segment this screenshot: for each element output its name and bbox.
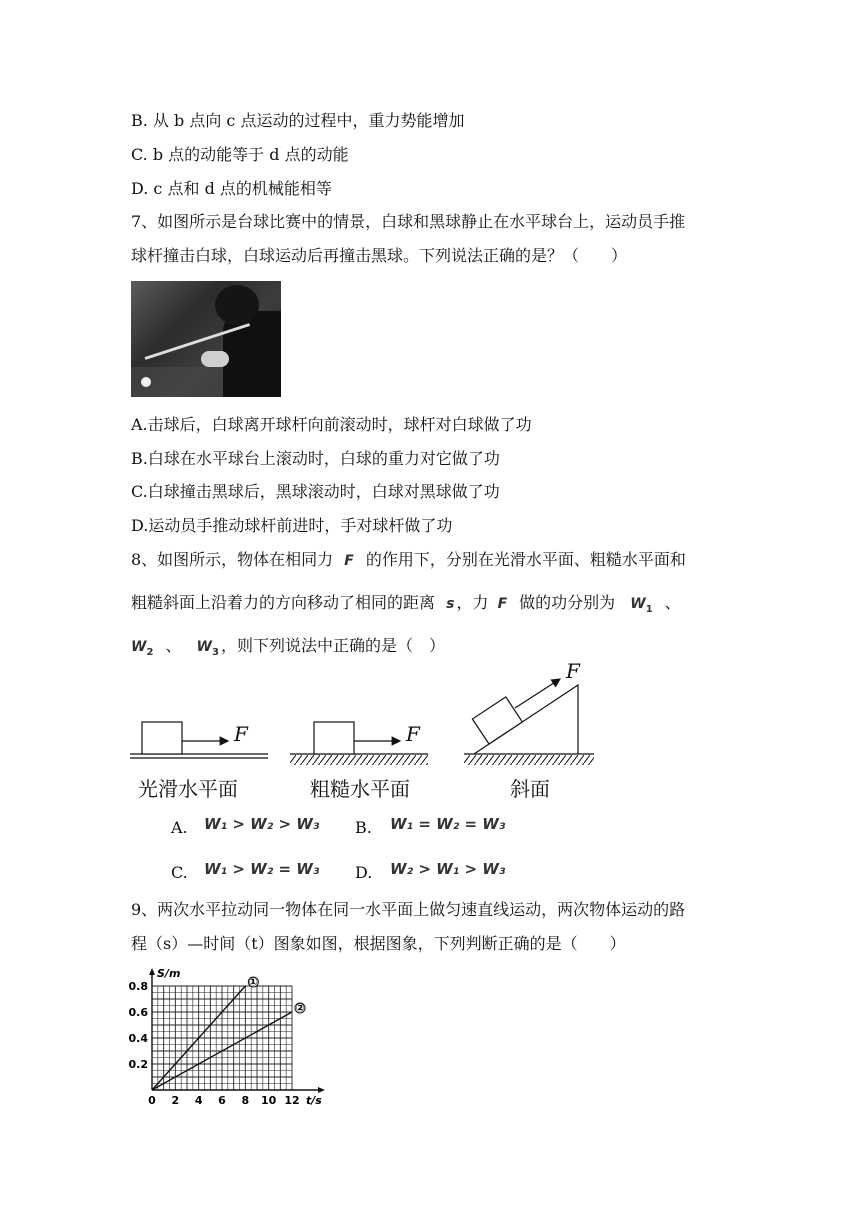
block-incline: [472, 697, 522, 744]
q7-stem-line2: 球杆撞击白球，白球运动后再撞击黑球。下列说法正确的是？（ ）: [131, 246, 628, 265]
x-axis-arrow: [318, 1087, 325, 1093]
block-smooth: [142, 722, 182, 754]
q8-figure: [128, 659, 608, 811]
block-rough: [314, 722, 354, 754]
q6-option-c: C. b 点的动能等于 d 点的动能: [131, 145, 349, 164]
q7-option-d: D.运动员手推动球杆前进时，手对球杆做了功: [131, 516, 453, 535]
x-tick-label: 2: [171, 1094, 180, 1107]
y-tick-label: 0.8: [128, 980, 148, 993]
q8-option-a: W₁ > W₂ > W₃: [204, 815, 320, 833]
x-tick-label: 8: [241, 1094, 250, 1107]
x-tick-label: 6: [218, 1094, 226, 1107]
q6-option-d: D. c 点和 d 点的机械能相等: [131, 179, 332, 198]
billiards-photo: [131, 281, 281, 397]
q9-stem-line2: 程（s）—时间（t）图象如图，根据图象，下列判断正确的是（ ）: [131, 934, 626, 953]
q8-stem-line1: 8、如图所示，物体在相同力 F 的作用下，分别在光滑水平面、粗糙水平面和: [131, 550, 686, 569]
x-tick-label: 4: [194, 1094, 203, 1107]
q8-stem-line2: 粗糙斜面上沿着力的方向移动了相同的距离 s ，力 F 做的功分别为 $W_1$ 、: [131, 593, 681, 615]
q8-option-d-label: D.: [355, 863, 373, 882]
st-chart: [128, 967, 328, 1117]
label-incline: 斜面: [510, 777, 550, 801]
q8-option-b-label: B.: [355, 818, 372, 837]
series-label-2: ②: [295, 1001, 305, 1015]
q8-option-c-label: C.: [171, 863, 188, 882]
x-axis-label: t/s: [306, 1094, 322, 1107]
y-tick-label: 0.2: [128, 1058, 148, 1071]
q7-stem-line1: 7、如图所示是台球比赛中的情景，白球和黑球静止在水平球台上，运动员手推: [131, 212, 686, 231]
x-tick-label: 0: [148, 1094, 156, 1107]
q7-option-b: B.白球在水平球台上滚动时，白球的重力对它做了功: [131, 449, 500, 468]
label-smooth-surface: 光滑水平面: [138, 777, 238, 801]
q8-option-a-label: A.: [171, 818, 188, 837]
force-label-2: F: [406, 722, 420, 746]
force-symbol: F: [344, 553, 354, 569]
y-tick-label: 0.6: [128, 1006, 148, 1019]
work-w2: $W_2$: [131, 639, 154, 658]
y-axis-arrow: [149, 968, 155, 975]
q8-option-d: W₂ > W₁ > W₃: [390, 860, 506, 878]
label-rough-surface: 粗糙水平面: [310, 777, 410, 801]
x-tick-label: 12: [284, 1094, 300, 1107]
x-tick-label: 10: [261, 1094, 277, 1107]
q8-stem-line3: $W_2$ 、 $W_3$ ，则下列说法中正确的是（ ）: [131, 636, 445, 658]
force-label-3: F: [566, 659, 580, 683]
q9-stem-line1: 9、两次水平拉动同一物体在同一水平面上做匀速直线运动，两次物体运动的路: [131, 900, 686, 919]
y-axis-label: S/m: [157, 967, 181, 980]
q6-option-b: B. 从 b 点向 c 点运动的过程中，重力势能增加: [131, 111, 465, 130]
work-w3: $W_3$: [196, 639, 219, 658]
work-w1: $W_1$: [630, 596, 653, 615]
q8-option-b: W₁ = W₂ = W₃: [390, 815, 506, 833]
st-graph: [128, 967, 328, 1121]
distance-symbol: s: [446, 596, 455, 612]
y-tick-label: 0.4: [128, 1032, 148, 1045]
series-label-1: ①: [248, 975, 258, 989]
q8-option-c: W₁ > W₂ = W₃: [204, 860, 320, 878]
force-label-1: F: [234, 722, 248, 746]
q7-option-c: C.白球撞击黑球后，黑球滚动时，白球对黑球做了功: [131, 482, 500, 501]
q7-option-a: A.击球后，白球离开球杆向前滚动时，球杆对白球做了功: [131, 415, 532, 434]
